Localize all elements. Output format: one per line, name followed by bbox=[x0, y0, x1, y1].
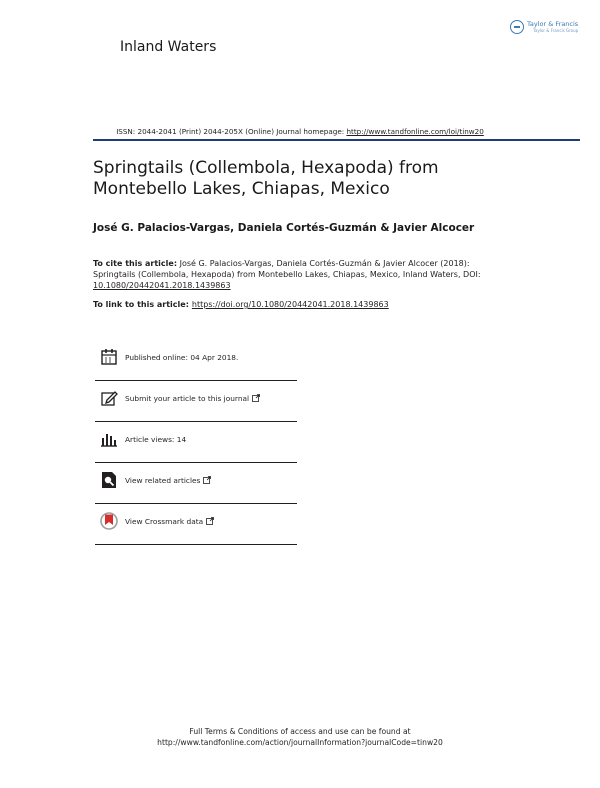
crossmark-link[interactable] bbox=[125, 517, 214, 526]
citation-block bbox=[93, 258, 503, 292]
logo-main-text: Taylor & Francis bbox=[527, 20, 579, 29]
info-row-related[interactable] bbox=[95, 463, 297, 504]
info-row-submit[interactable] bbox=[95, 381, 297, 422]
submit-article-link[interactable] bbox=[125, 394, 260, 403]
article-info-list bbox=[95, 340, 297, 545]
authors: José G. Palacios-Vargas, Daniela Cortés-Guzmán & Javier Alcocer bbox=[93, 222, 475, 234]
published-date: Published online: 04 Apr 2018. bbox=[125, 353, 239, 362]
article-title: Springtails (Collembola, Hexapoda) from Montebello Lakes, Chiapas, Mexico bbox=[93, 158, 439, 199]
issn-text: ISSN: 2044-2041 (Print) 2044-205X (Online) Journal homepage: bbox=[116, 127, 347, 136]
related-articles-link[interactable] bbox=[125, 476, 211, 485]
search-document-icon bbox=[100, 471, 118, 489]
journal-homepage-link[interactable]: http://www.tandfonline.com/loi/tinw20 bbox=[346, 127, 484, 136]
info-row-published bbox=[95, 340, 297, 381]
link-label: To link to this article: bbox=[93, 300, 189, 309]
logo-circle-icon bbox=[510, 20, 524, 34]
publisher-logo[interactable] bbox=[510, 18, 586, 36]
footer-terms-text: Full Terms & Conditions of access and use can be found at bbox=[189, 727, 411, 736]
submit-article-label: Submit your article to this journal bbox=[125, 394, 250, 403]
article-doi-link[interactable]: https://doi.org/10.1080/20442041.2018.1439863 bbox=[191, 300, 389, 309]
info-row-crossmark[interactable] bbox=[95, 504, 297, 545]
crossmark-label: View Crossmark data bbox=[125, 517, 204, 526]
logo-sub-text: Taylor & Francis Group bbox=[533, 27, 579, 33]
bar-chart-icon bbox=[100, 430, 118, 448]
crossmark-icon bbox=[100, 512, 118, 530]
journal-name: Inland Waters bbox=[120, 39, 217, 55]
citation-text: José G. Palacios-Vargas, Daniela Cortés-Guzmán & Javier Alcocer (2018): Springtails (Collembola, Hexapoda) from Montebello Lakes, Chiapas, Mexico, Inland Waters, DOI: bbox=[93, 259, 481, 280]
link-line bbox=[93, 299, 389, 310]
external-link-icon bbox=[252, 394, 260, 402]
footer bbox=[0, 727, 600, 748]
footer-terms-link[interactable]: http://www.tandfonline.com/action/journalInformation?journalCode=tinw20 bbox=[157, 737, 443, 747]
citation-doi-link[interactable]: 10.1080/20442041.2018.1439863 bbox=[93, 281, 231, 291]
external-link-icon bbox=[206, 517, 214, 525]
issn-line bbox=[0, 127, 600, 136]
info-row-views bbox=[95, 422, 297, 463]
edit-icon bbox=[100, 389, 118, 407]
citation-label: To cite this article: bbox=[93, 259, 178, 268]
header-rule bbox=[93, 139, 580, 141]
related-articles-label: View related articles bbox=[125, 476, 201, 485]
article-views: Article views: 14 bbox=[125, 435, 187, 444]
external-link-icon bbox=[203, 476, 211, 484]
calendar-icon bbox=[100, 348, 118, 366]
